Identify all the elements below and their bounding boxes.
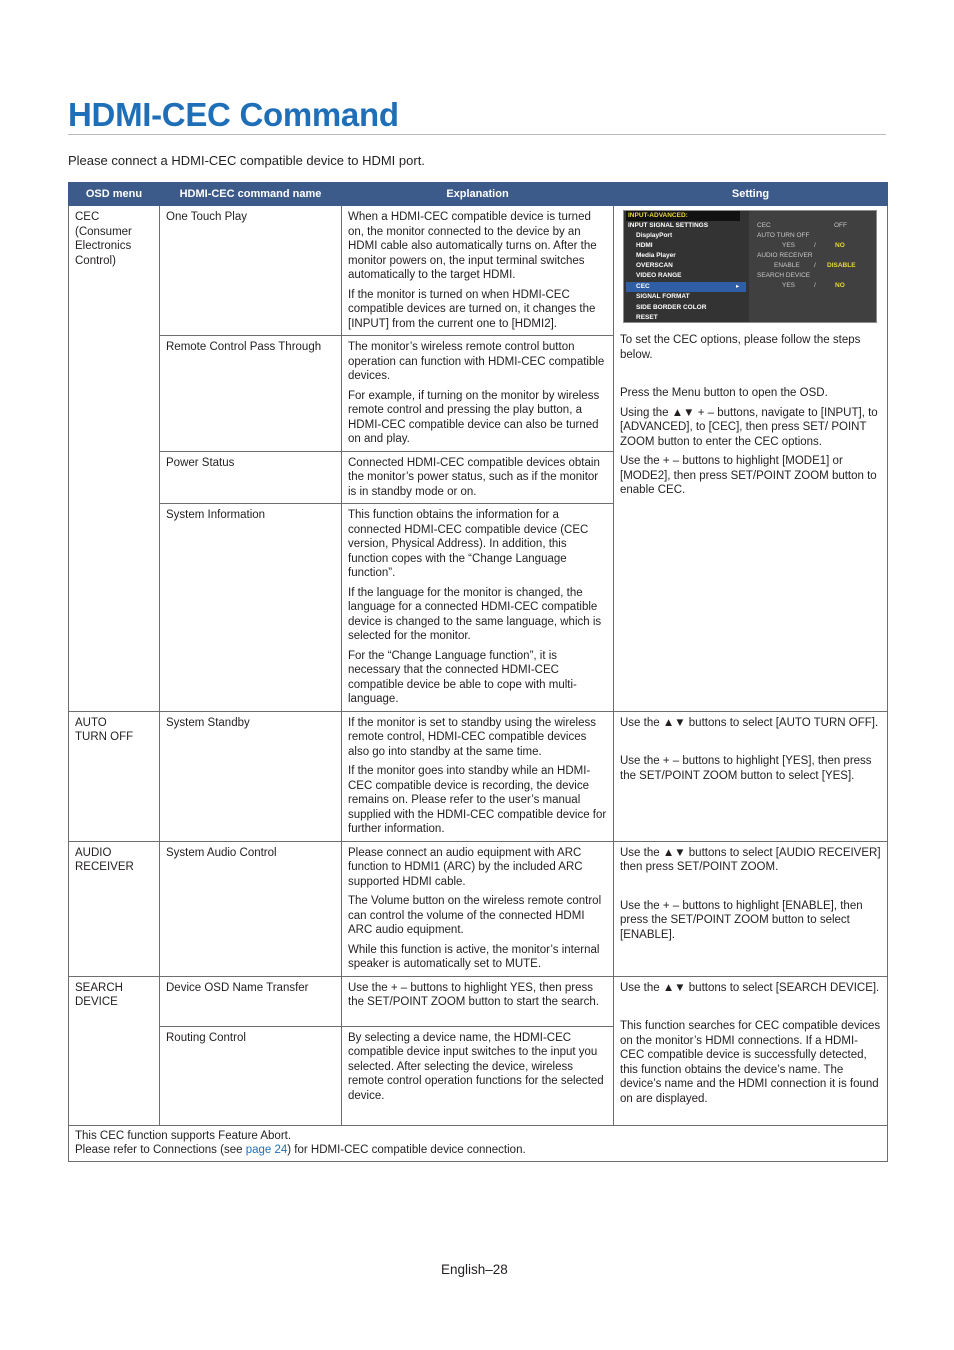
osd-cec-label: CEC (757, 222, 771, 229)
osd-left-panel (624, 211, 749, 322)
command-remote-control: Remote Control Pass Through (160, 336, 342, 452)
command-device-osd-name: Device OSD Name Transfer (160, 976, 342, 1026)
osd-menu-cec: CEC (Consumer Electronics Control) (69, 206, 160, 712)
osd-menu-search-device: SEARCH DEVICE (69, 976, 160, 1125)
command-routing-control: Routing Control (160, 1026, 342, 1125)
osd-no-2: NO (835, 282, 845, 289)
explanation-device-osd-name (342, 976, 614, 1026)
explanation-text: By selecting a device name, the HDMI-CEC compatible device input switches to the input you selected. After selecting the device, wireless remote control operation functions for the selected device. (348, 1031, 604, 1102)
footer-note (69, 1125, 888, 1161)
setting-auto-turn-off (614, 711, 888, 841)
osd-yes-2: YES (782, 282, 796, 289)
header-osd-menu: OSD menu (69, 183, 160, 206)
setting-text: Use the ▲▼ buttons to select [AUDIO RECEIVER] then press SET/POINT ZOOM. (620, 846, 881, 873)
explanation-text: If the monitor is set to standby using the wireless remote control, HDMI-CEC compatible devices also go into standby at the same time. (348, 716, 597, 758)
explanation-text: If the monitor goes into standby while an HDMI-CEC compatible device is recording, the device remains on. Please refer to the user’s manual supplied with the HDMI-CEC compatible device for further information. (348, 765, 607, 835)
setting-text: Use the ▲▼ buttons to select [AUTO TURN OFF]. (620, 716, 879, 729)
explanation-system-information (342, 504, 614, 712)
header-explanation: Explanation (342, 183, 614, 206)
hdmi-cec-table (68, 182, 888, 1162)
setting-text: Use the + – buttons to highlight [MODE1] or [MODE2], then press SET/POINT ZOOM button to enable CEC. (620, 455, 877, 496)
explanation-text: This function obtains the information for a connected HDMI-CEC compatible device (CEC version, Physical Address). In addition, this function copes with the “Change Language function”. (348, 509, 589, 579)
setting-text: This function searches for CEC compatible devices on the monitor’s HDMI connections. If a HDMI-CEC compatible device is successfully detected, this function obtains the device’s name. The device’s name and the HDMI connection it is found on are displayed. (620, 1020, 881, 1105)
osd-item-overscan: OVERSCAN (636, 262, 673, 269)
setting-text: Use the + – buttons to highlight [ENABLE], then press the SET/POINT ZOOM button to select [ENABLE]. (620, 899, 863, 941)
osd-header: INPUT-ADVANCED: (626, 211, 740, 221)
osd-separator: / (814, 282, 816, 289)
setting-search-device (614, 976, 888, 1125)
command-one-touch-play: One Touch Play (160, 206, 342, 336)
explanation-system-audio-control (342, 841, 614, 976)
explanation-power-status (342, 451, 614, 504)
osd-menu-audio-receiver: AUDIO RECEIVER (69, 841, 160, 976)
explanation-text: Please connect an audio equipment with ARC function to HDMI1 (ARC) by the included ARC supported HDMI cable. (348, 846, 583, 888)
footer-line-2 (75, 1143, 881, 1158)
explanation-text: Connected HDMI-CEC compatible devices obtain the monitor’s power status, such as if the monitor is in standby mode or on. (348, 456, 600, 498)
page-24-link[interactable]: page 24 (245, 1144, 288, 1156)
table-row (69, 841, 888, 976)
osd-menu-screenshot (623, 210, 877, 323)
osd-item-hdmi: HDMI (636, 242, 653, 249)
osd-disable: DISABLE (827, 262, 856, 269)
table-header-row (69, 183, 888, 206)
osd-audio-receiver: AUDIO RECEIVER (757, 252, 813, 259)
explanation-text: The monitor’s wireless remote control button operation can function with HDMI-CEC compatible devices. (348, 341, 605, 382)
osd-search-device: SEARCH DEVICE (757, 272, 811, 279)
osd-no-1: NO (835, 242, 845, 249)
osd-auto-turn-off: AUTO TURN OFF (757, 232, 810, 239)
explanation-text: If the language for the monitor is changed, the language for a connected HDMI-CEC compatible device is changed to the same language, which is selected for the monitor. (348, 586, 602, 642)
osd-separator: / (814, 262, 816, 269)
explanation-remote-control (342, 336, 614, 452)
command-system-information: System Information (160, 504, 342, 712)
footer-text: ) for HDMI-CEC compatible device connection. (287, 1144, 526, 1156)
explanation-text: If the monitor is turned on when HDMI-CEC compatible devices are turned on, it changes the [INPUT] from the current one to [HDMI2]. (348, 288, 596, 330)
osd-enable: ENABLE (774, 262, 800, 269)
osd-menu-title: INPUT SIGNAL SETTINGS (628, 222, 709, 229)
osd-item-reset: RESET (636, 314, 658, 321)
page-title: HDMI-CEC Command (68, 96, 399, 133)
osd-right-panel (749, 211, 876, 322)
osd-yes-1: YES (782, 242, 796, 249)
intro-text: Please connect a HDMI-CEC compatible device to HDMI port. (68, 153, 425, 168)
setting-text: To set the CEC options, please follow the steps below. (620, 334, 861, 361)
setting-text: Use the ▲▼ buttons to select [SEARCH DEVICE]. (620, 981, 880, 994)
explanation-system-standby (342, 711, 614, 841)
osd-item-side-border-color: SIDE BORDER COLOR (636, 304, 707, 311)
footer-text: Please refer to Connections (see (75, 1144, 246, 1156)
osd-item-cec: CEC (636, 283, 650, 290)
osd-item-signal-format: SIGNAL FORMAT (636, 293, 690, 300)
osd-cec-value: OFF (834, 222, 847, 229)
explanation-one-touch-play (342, 206, 614, 336)
table-row (69, 711, 888, 841)
setting-text: Press the Menu button to open the OSD. (620, 387, 828, 399)
explanation-text: When a HDMI-CEC compatible device is turned on, the monitor connected to the device by an HDMI cable also automatically turns on. After the monitor powers on, the input terminal switches automatically to the target HDMI. (348, 211, 597, 281)
page-number: English–28 (441, 1262, 508, 1277)
osd-item-video-range: VIDEO RANGE (636, 272, 682, 279)
setting-text: Using the ▲▼ + – buttons, navigate to [INPUT], to [ADVANCED], to [CEC], then press SET/ POINT ZOOM button to enter the CEC options. (620, 406, 878, 448)
table-footer-row (69, 1125, 888, 1161)
osd-item-media-player: Media Player (636, 252, 676, 259)
header-setting: Setting (614, 183, 888, 206)
explanation-text: The Volume button on the wireless remote control can control the volume of the connected HDMI ARC audio equipment. (348, 895, 602, 936)
explanation-text: Use the + – buttons to highlight YES, then press the SET/POINT ZOOM button to start the search. (348, 981, 599, 1008)
header-command-name: HDMI-CEC command name (160, 183, 342, 206)
osd-arrow-right-icon: ▸ (736, 283, 740, 290)
setting-audio-receiver (614, 841, 888, 976)
osd-menu-auto-turn-off: AUTO TURN OFF (69, 711, 160, 841)
table-row (69, 206, 888, 336)
explanation-routing-control (342, 1026, 614, 1125)
setting-cec (614, 206, 888, 712)
command-system-audio-control: System Audio Control (160, 841, 342, 976)
explanation-text: For the “Change Language function”, it is necessary that the connected HDMI-CEC compatible device be able to cope with multi-language. (348, 649, 577, 705)
command-system-standby: System Standby (160, 711, 342, 841)
explanation-text: While this function is active, the monitor’s internal speaker is automatically set to MUTE. (348, 943, 600, 970)
osd-item-displayport: DisplayPort (636, 232, 673, 239)
command-power-status: Power Status (160, 451, 342, 504)
footer-line-1: This CEC function supports Feature Abort. (75, 1129, 292, 1142)
title-divider (68, 134, 886, 135)
explanation-text: For example, if turning on the monitor by wireless remote control and pressing the play button, a HDMI-CEC compatible device can also be turned on and play. (348, 389, 600, 445)
table-row (69, 976, 888, 1026)
osd-separator: / (814, 242, 816, 249)
setting-text: Use the + – buttons to highlight [YES], then press the SET/POINT ZOOM button to select [YES]. (620, 755, 872, 782)
